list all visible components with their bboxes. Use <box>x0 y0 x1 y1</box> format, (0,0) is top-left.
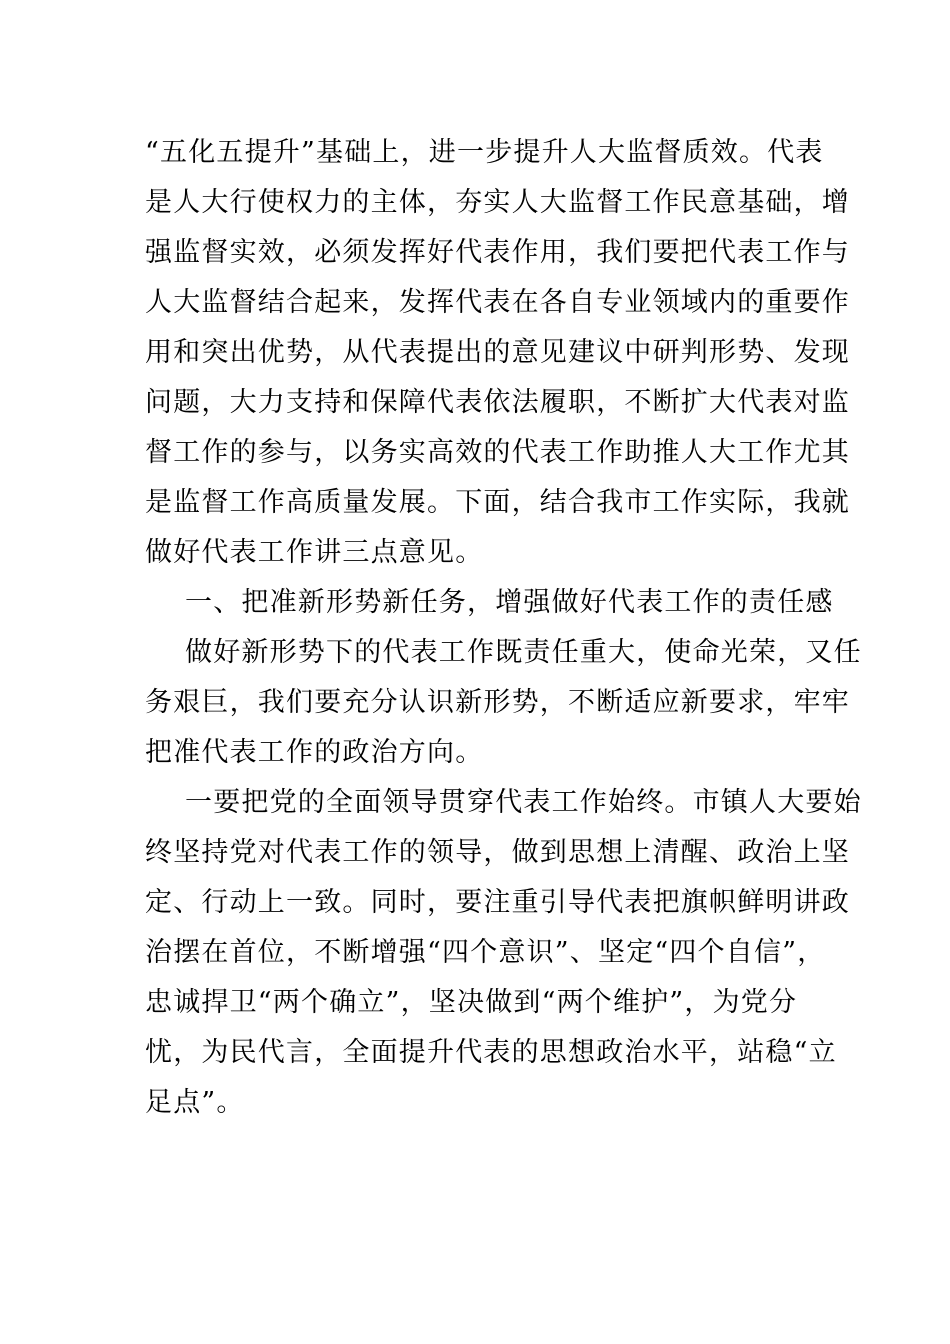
text-line: 人大监督结合起来，发挥代表在各自专业领域内的重要作 <box>145 287 850 318</box>
heading-line: 一、把准新形势新任务，增强做好代表工作的责任感 <box>185 587 834 618</box>
text-line: 做好新形势下的代表工作既责任重大，使命光荣，又任 <box>185 637 862 668</box>
text-line: 把准代表工作的政治方向。 <box>145 737 484 768</box>
paragraph-context <box>145 628 862 778</box>
text-line: 强监督实效，必须发挥好代表作用，我们要把代表工作与 <box>145 237 850 268</box>
section-heading <box>145 578 834 628</box>
text-line: 治摆在首位，不断增强“四个意识”、坚定“四个自信”， <box>145 937 826 968</box>
text-line: 终坚持党对代表工作的领导，做到思想上清醒、政治上坚 <box>145 837 850 868</box>
text-line: 忧，为民代言，全面提升代表的思想政治水平，站稳“立 <box>145 1037 837 1068</box>
text-line: 忠诚捍卫“两个确立”，坚决做到“两个维护”，为党分 <box>145 987 798 1018</box>
text-line: 做好代表工作讲三点意见。 <box>145 537 484 568</box>
text-line: 是人大行使权力的主体，夯实人大监督工作民意基础，增 <box>145 187 850 218</box>
document-body <box>145 128 862 1128</box>
text-line: 问题，大力支持和保障代表依法履职，不断扩大代表对监 <box>145 387 850 418</box>
text-line: 务艰巨，我们要充分认识新形势，不断适应新要求，牢牢 <box>145 687 850 718</box>
paragraph-intro <box>145 128 850 578</box>
text-line: “五化五提升”基础上，进一步提升人大监督质效。代表 <box>145 137 824 168</box>
text-line: 一要把党的全面领导贯穿代表工作始终。市镇人大要始 <box>185 787 862 818</box>
text-line: 定、行动上一致。同时，要注重引导代表把旗帜鲜明讲政 <box>145 887 850 918</box>
text-line: 是监督工作高质量发展。下面，结合我市工作实际，我就 <box>145 487 850 518</box>
text-line: 足点”。 <box>145 1087 245 1118</box>
paragraph-point-one <box>145 778 862 1128</box>
text-line: 督工作的参与，以务实高效的代表工作助推人大工作尤其 <box>145 437 850 468</box>
text-line: 用和突出优势，从代表提出的意见建议中研判形势、发现 <box>145 337 850 368</box>
